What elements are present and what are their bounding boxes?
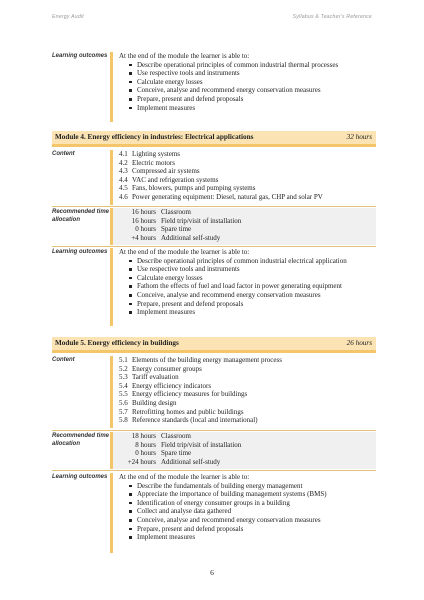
module5-time: [110, 432, 376, 469]
content-list: [116, 356, 376, 425]
outcomes-label: Learning outcomes: [52, 249, 108, 255]
outcomes-label: Learning outcomes: [52, 474, 108, 480]
list-item: 4.1 Lighting systems: [119, 150, 181, 158]
divider: [52, 430, 376, 431]
module4-header: [52, 131, 376, 147]
divider: [52, 470, 376, 471]
outcomes-intro: At the end of the module the learner is able to:: [119, 52, 250, 60]
outcomes-content: [110, 52, 376, 122]
list-item: 5.3 Tariff evaluation: [119, 373, 179, 382]
list-item: Calculate energy losses: [137, 274, 376, 283]
time-label: Recommended time allocation: [52, 433, 110, 447]
module4-outcomes-row: [52, 248, 376, 326]
time-label: Recommended time allocation: [52, 209, 110, 223]
module4-time: [110, 208, 376, 245]
running-header: [52, 14, 372, 26]
list-item: 5.5 Energy efficiency measures for buildings: [119, 390, 248, 399]
table-row: 0 hours Spare time: [135, 225, 192, 234]
list-item: 5.1 Elements of the building energy management process: [119, 356, 282, 364]
content-label: Content: [52, 151, 75, 157]
list-item: Implement measures: [137, 308, 376, 317]
list-item: 5.6 Building design: [119, 398, 177, 407]
list-item: 4.2 Electric motors: [119, 158, 175, 167]
module5-outcomes: [110, 473, 376, 553]
module5-outcomes-row: [52, 473, 376, 553]
list-item: 4.5 Fans, blowers, pumps and pumping systems: [119, 184, 256, 193]
module5-time-row: [52, 432, 376, 469]
list-item: 5.7 Retrofitting homes and public buildings: [119, 407, 244, 416]
outcomes-label: Learning outcomes: [52, 53, 108, 59]
list-item: Implement measures: [137, 104, 376, 113]
table-row: +4 hours Additional self-study: [131, 233, 221, 242]
list-item: Prepare, present and defend proposals: [137, 95, 376, 104]
content-list: [116, 150, 376, 202]
outcomes-intro: At the end of the module the learner is able to:: [119, 473, 250, 481]
outcomes-intro: At the end of the module the learner is able to:: [119, 248, 250, 256]
module3-outcomes-row: [52, 52, 376, 122]
list-item: 4.4 VAC and refrigeration systems: [119, 175, 219, 184]
list-item: Conceive, analyse and recommend energy conservation measures: [137, 516, 376, 525]
list-item: Appreciate the importance of building management systems (BMS): [137, 490, 376, 499]
table-row: 16 hours Field trip/visit of installation: [131, 216, 242, 225]
table-row: 8 hours Field trip/visit of installation: [135, 440, 242, 449]
list-item: Describe operational principles of common industrial electrical application: [137, 257, 376, 266]
table-row: 18 hours Classroom: [131, 432, 191, 440]
content-label: Content: [52, 357, 75, 363]
module5-content: [110, 356, 376, 428]
list-item: Use respective tools and instruments: [137, 265, 376, 274]
list-item: Conceive, analyse and recommend energy conservation measures: [137, 86, 376, 95]
outcomes-list: [116, 61, 376, 113]
list-item: Describe operational principles of common industrial thermal processes: [137, 61, 376, 70]
table-row: 16 hours Classroom: [131, 208, 191, 216]
module5-title: Module 5. Energy efficiency in buildings: [55, 339, 179, 347]
module4-hours: 32 hours: [346, 133, 372, 141]
list-item: Prepare, present and defend proposals: [137, 525, 376, 534]
list-item: 5.2 Energy consumer groups: [119, 364, 202, 373]
outcomes-list: [116, 482, 376, 542]
list-item: Implement measures: [137, 533, 376, 542]
list-item: 4.3 Compressed air systems: [119, 167, 200, 176]
divider: [52, 206, 376, 207]
module4-time-row: [52, 208, 376, 245]
list-item: Prepare, present and defend proposals: [137, 300, 376, 309]
list-item: 5.4 Energy efficiency indicators: [119, 381, 212, 390]
module5-hours: 26 hours: [346, 339, 372, 347]
header-right: Syllabus & Teacher's Reference: [292, 14, 372, 20]
divider: [52, 246, 376, 247]
time-table: [119, 432, 241, 466]
list-item: Conceive, analyse and recommend energy conservation measures: [137, 291, 376, 300]
list-item: 4.6 Power generating equipment: Diesel, natural gas, CHP and solar PV: [119, 192, 323, 201]
page-number: 6: [210, 568, 214, 577]
list-item: Use respective tools and instruments: [137, 69, 376, 78]
list-item: 5.8 Reference standards (local and international): [119, 416, 258, 425]
module5-header: [52, 337, 376, 353]
list-item: Describe the fundamentals of building energy management: [137, 482, 376, 491]
outcomes-list: [116, 257, 376, 317]
time-table: [119, 208, 241, 242]
list-item: Fathom the effects of fuel and load factor in power generating equipment: [137, 282, 376, 291]
table-row: +24 hours Additional self-study: [127, 457, 221, 466]
module4-content: [110, 150, 376, 205]
module4-content-row: [52, 150, 376, 205]
list-item: Collect and analyse data gathered: [137, 507, 376, 516]
table-row: 0 hours Spare time: [135, 449, 192, 458]
list-item: Identification of energy consumer groups in a building: [137, 499, 376, 508]
module4-outcomes: [110, 248, 376, 326]
list-item: Calculate energy losses: [137, 78, 376, 87]
module4-title: Module 4. Energy efficiency in industries: Electrical applications: [55, 133, 254, 141]
header-left: Energy Audit: [52, 14, 84, 20]
module5-content-row: [52, 356, 376, 428]
